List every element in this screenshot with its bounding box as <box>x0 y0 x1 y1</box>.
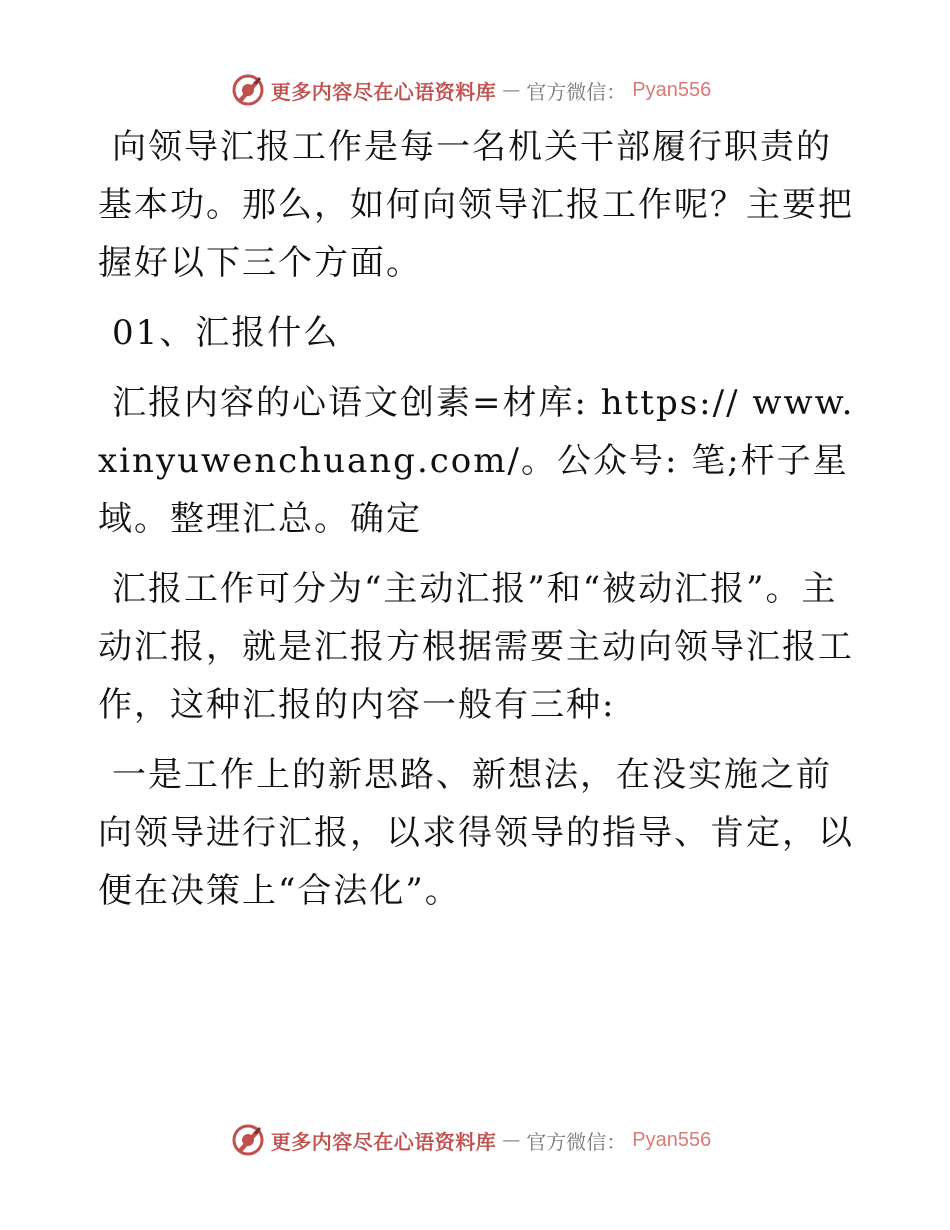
header-wechat-id: Pyan556 <box>632 78 712 101</box>
paragraph-types: 汇报工作可分为“主动汇报”和“被动汇报”。主动汇报，就是汇报方根据需要主动向领导汇报工作，这种汇报的内容一般有三种: <box>98 569 854 725</box>
header-promo-text: 更多内容尽在心语资料库 <box>270 79 497 104</box>
header-dash: — <box>502 79 521 101</box>
section-heading: 01、汇报什么 <box>112 313 340 353</box>
footer-banner <box>0 1120 950 1160</box>
footer-banner-inner <box>231 1123 711 1157</box>
footer-promo-text: 更多内容尽在心语资料库 <box>270 1129 497 1154</box>
footer-dash: — <box>502 1129 521 1151</box>
header-wechat-label: 官方微信： <box>526 79 627 104</box>
header-banner <box>0 70 950 110</box>
logo-icon <box>231 1123 265 1157</box>
footer-wechat-id: Pyan556 <box>632 1128 712 1151</box>
paragraph-source: 汇报内容的心语文创素=材库: https:// www.xinyuwenchuang.com/。公众号: 笔;杆子星域。整理汇总。确定 <box>98 383 855 539</box>
header-banner-inner <box>231 73 711 107</box>
footer-wechat-label: 官方微信： <box>526 1129 627 1154</box>
document-body <box>98 118 858 932</box>
logo-icon <box>231 73 265 107</box>
paragraph-intro: 向领导汇报工作是每一名机关干部履行职责的基本功。那么，如何向领导汇报工作呢？主要把握好以下三个方面。 <box>98 127 854 283</box>
paragraph-point-one: 一是工作上的新思路、新想法，在没实施之前向领导进行汇报，以求得领导的指导、肯定，以便在决策上“合法化”。 <box>98 755 854 911</box>
